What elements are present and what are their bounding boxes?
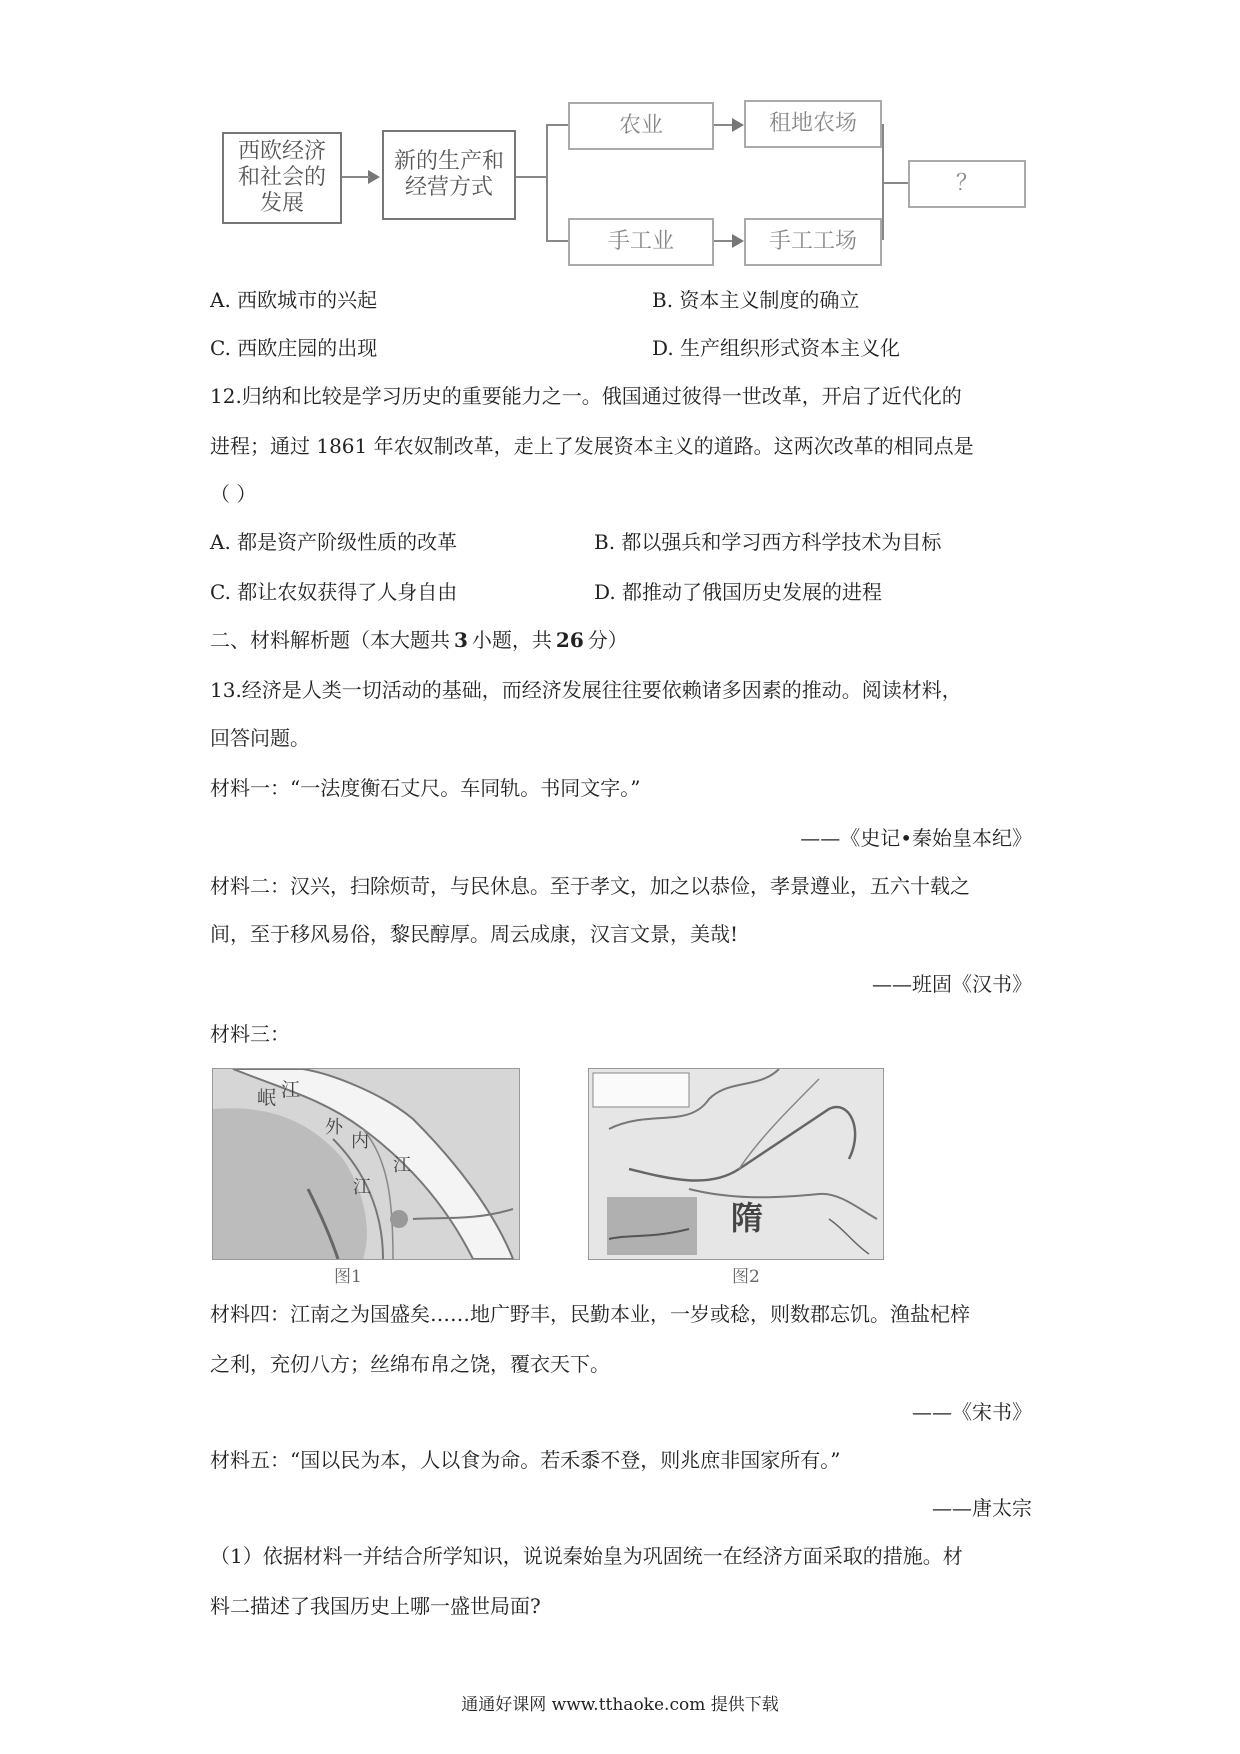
sub-question-1-line1: （1）依据材料一并结合所学知识，说说秦始皇为巩固统一在经济方面采取的措施。材 [210,1544,963,1568]
section-heading: 二、材料解析题（本大题共 3 小题，共 26 分） [210,628,628,652]
q11-option-a: A. 西欧城市的兴起 [210,288,378,312]
material-5-source: ——唐太宗 [932,1496,1032,1520]
material-4-line1: 材料四：江南之为国盛矣……地广野丰，民勤本业，一岁或稔，则数郡忘饥。渔盐杞梓 [210,1302,970,1326]
material-2-line2: 间，至于移风易俗，黎民醇厚。周云成康，汉言文景，美哉! [210,922,739,946]
diagram-box-handicraft: 手工业 [568,218,714,266]
arrow-icon [732,234,744,248]
arrow-icon [732,118,744,132]
material-4-line2: 之利，充仞八方；丝绵布帛之饶，覆衣天下。 [210,1352,610,1376]
figure-1-map [212,1068,520,1260]
q13-stem-line2: 回答问题。 [210,726,310,750]
q11-option-c: C. 西欧庄园的出现 [210,336,378,360]
diagram-box-agriculture: 农业 [568,102,714,150]
q12-option-b: B. 都以强兵和学习西方科学技术为目标 [594,530,942,554]
figure-1-caption: 图1 [334,1267,362,1287]
diagram-box-unknown: ？ [908,160,1026,208]
q13-stem-line1: 13.经济是人类一切活动的基础，而经济发展往往要依赖诸多因素的推动。阅读材料， [210,678,962,702]
q11-option-b: B. 资本主义制度的确立 [652,288,860,312]
q11-option-d: D. 生产组织形式资本主义化 [652,336,901,360]
material-1: 材料一：“一法度衡石丈尺。车同轨。书同文字。” [210,776,641,800]
map-label: 江 [353,1177,371,1198]
figure-2-map [588,1068,884,1260]
material-1-source: ——《史记•秦始皇本纪》 [800,826,1032,850]
map-label: 岷 [257,1087,277,1109]
diagram-box-source: 西欧经济 和社会的 发展 [222,132,342,224]
diagram-box-lease-farm: 租地农场 [744,100,882,148]
map-label: 江 [393,1155,411,1176]
map-label: 外 [325,1117,343,1138]
q12-stem-line1: 12.归纳和比较是学习历史的重要能力之一。俄国通过彼得一世改革，开启了近代化的 [210,384,962,408]
material-2-source: ——班固《汉书》 [872,972,1032,996]
material-2-line1: 材料二：汉兴，扫除烦苛，与民休息。至于孝文，加之以恭俭，孝景遵业，五六十载之 [210,874,970,898]
sub-question-1-line2: 料二描述了我国历史上哪一盛世局面? [210,1594,541,1618]
diagram-box-new-mode: 新的生产和 经营方式 [382,130,516,220]
material-4-source: ——《宋书》 [912,1400,1032,1424]
material-3: 材料三： [210,1022,290,1046]
q12-option-c: C. 都让农奴获得了人身自由 [210,580,458,604]
map-label: 江 [281,1079,301,1101]
map-label: 内 [351,1131,369,1152]
material-5: 材料五：“国以民为本，人以食为命。若禾黍不登，则兆庶非国家所有。” [210,1448,841,1472]
diagram-box-workshop: 手工工场 [744,218,882,266]
q12-option-a: A. 都是资产阶级性质的改革 [210,530,458,554]
q12-option-d: D. 都推动了俄国历史发展的进程 [594,580,883,604]
q12-stem-line2: 进程；通过 1861 年农奴制改革，走上了发展资本主义的道路。这两次改革的相同点是 [210,434,974,458]
map-big-label: 隋 [731,1199,764,1237]
figure-2-caption: 图2 [732,1267,760,1287]
page-footer: 通通好课网 www.tthaoke.com 提供下载 [461,1695,779,1715]
q12-stem-line3: （ ） [210,482,257,506]
